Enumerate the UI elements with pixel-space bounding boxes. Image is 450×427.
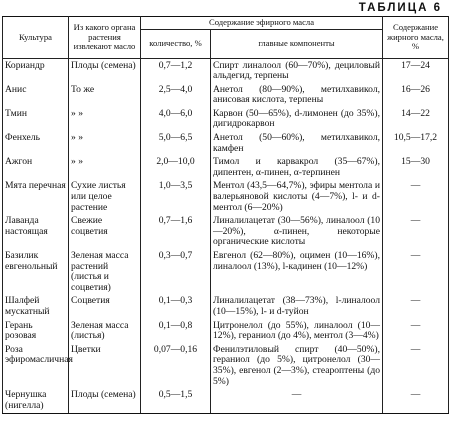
cell-culture: Базилик евгенольный — [3, 250, 69, 295]
essential-oil-table — [2, 16, 449, 414]
cell-culture: Шалфей мускатный — [3, 295, 69, 319]
table-row — [3, 156, 449, 180]
table-row — [3, 344, 449, 389]
cell-culture: Кориандр — [3, 58, 69, 84]
cell-organ: То же — [69, 84, 141, 108]
table-row — [3, 250, 449, 295]
cell-components: Тимол и карвакрол (35—67%), дипентен, α-пинен, α-терпинен — [211, 156, 383, 180]
table-row — [3, 320, 449, 344]
cell-organ: » » — [69, 156, 141, 180]
table-row — [3, 180, 449, 215]
cell-fatty-oil: 17—24 — [383, 58, 449, 84]
cell-organ: Плоды (семена) — [69, 58, 141, 84]
cell-organ: Сухие листья или целое растение — [69, 180, 141, 215]
cell-fatty-oil: — — [383, 295, 449, 319]
cell-fatty-oil: 10,5—17,2 — [383, 132, 449, 156]
cell-components: Линалилацетат (38—73%), l-линалоол (10—15%), l- и d-туйон — [211, 295, 383, 319]
cell-organ: » » — [69, 108, 141, 132]
cell-culture: Мята перечная — [3, 180, 69, 215]
cell-quantity: 1,0—3,5 — [141, 180, 211, 215]
cell-culture: Анис — [3, 84, 69, 108]
table-row — [3, 84, 449, 108]
cell-culture: Герань розовая — [3, 320, 69, 344]
cell-components: Евгенол (62—80%), оцимен (10—16%), линалоол (13%), l-кадинен (10—12%) — [211, 250, 383, 295]
cell-fatty-oil: — — [383, 180, 449, 215]
table-row — [3, 389, 449, 414]
cell-fatty-oil: 16—26 — [383, 84, 449, 108]
table-row — [3, 108, 449, 132]
cell-culture: Фенхель — [3, 132, 69, 156]
cell-fatty-oil: — — [383, 344, 449, 389]
header-culture: Культура — [3, 17, 69, 59]
cell-fatty-oil: 15—30 — [383, 156, 449, 180]
cell-organ: Плоды (семена) — [69, 389, 141, 414]
cell-components: Фенилэтиловый спирт (40—50%), гераниол (до 5%), цитронелол (30—35%), евгенол (2—3%), стеароптены (до 5%) — [211, 344, 383, 389]
cell-quantity: 5,0—6,5 — [141, 132, 211, 156]
cell-fatty-oil: — — [383, 215, 449, 250]
header-components: главные компоненты — [211, 29, 383, 58]
table-row — [3, 132, 449, 156]
header-quantity: количество, % — [141, 29, 211, 58]
cell-quantity: 2,0—10,0 — [141, 156, 211, 180]
table-title: ТАБЛИЦА 6 — [358, 2, 442, 14]
cell-components: Цитронелол (до 55%), линалоол (10—12%), гераниол (до 4%), ментол (3—4%) — [211, 320, 383, 344]
cell-quantity: 0,7—1,2 — [141, 58, 211, 84]
cell-organ: Соцветия — [69, 295, 141, 319]
cell-quantity: 0,07—0,16 — [141, 344, 211, 389]
cell-culture: Роза эфиромасличная — [3, 344, 69, 389]
cell-organ: Зеленая масса растений (листья и соцветия) — [69, 250, 141, 295]
header-essential-oil: Содержание эфирного масла — [141, 17, 383, 30]
cell-components: Анетол (50—60%), метилхавикол, камфен — [211, 132, 383, 156]
cell-components: Карвон (50—65%), d-лимонен (до 35%), дигидрокарвон — [211, 108, 383, 132]
cell-fatty-oil: — — [383, 320, 449, 344]
cell-fatty-oil: — — [383, 250, 449, 295]
cell-components: Анетол (80—90%), метилхавикол, анисовая кислота, терпены — [211, 84, 383, 108]
cell-components: Ментол (43,5—64,7%), эфиры ментола и валерьяновой кислоты (4—7%), l- и d-ментол (6—20%) — [211, 180, 383, 215]
header-fatty-oil: Содержание жирного масла, % — [383, 17, 449, 59]
cell-culture: Тмин — [3, 108, 69, 132]
header-organ: Из какого органа растения извлекают масло — [69, 17, 141, 59]
table-row — [3, 58, 449, 84]
cell-organ: Свежие соцветия — [69, 215, 141, 250]
cell-components: Линалилацетат (30—56%), линалоол (10—20%), α-пинен, некоторые органические кислоты — [211, 215, 383, 250]
table-row — [3, 295, 449, 319]
cell-quantity: 0,5—1,5 — [141, 389, 211, 414]
cell-quantity: 0,1—0,3 — [141, 295, 211, 319]
cell-culture: Чернушка (нигелла) — [3, 389, 69, 414]
table-row — [3, 215, 449, 250]
cell-culture: Лаванда настоящая — [3, 215, 69, 250]
cell-organ: Цветки — [69, 344, 141, 389]
cell-fatty-oil: 14—22 — [383, 108, 449, 132]
cell-organ: Зеленая масса (листья) — [69, 320, 141, 344]
cell-quantity: 2,5—4,0 — [141, 84, 211, 108]
cell-culture: Ажгон — [3, 156, 69, 180]
cell-quantity: 0,7—1,6 — [141, 215, 211, 250]
cell-quantity: 0,3—0,7 — [141, 250, 211, 295]
cell-components: — — [211, 389, 383, 414]
cell-quantity: 4,0—6,0 — [141, 108, 211, 132]
cell-fatty-oil: — — [383, 389, 449, 414]
cell-quantity: 0,1—0,8 — [141, 320, 211, 344]
cell-components: Спирт линалоол (60—70%), дециловый альдегид, терпены — [211, 58, 383, 84]
cell-organ: » » — [69, 132, 141, 156]
